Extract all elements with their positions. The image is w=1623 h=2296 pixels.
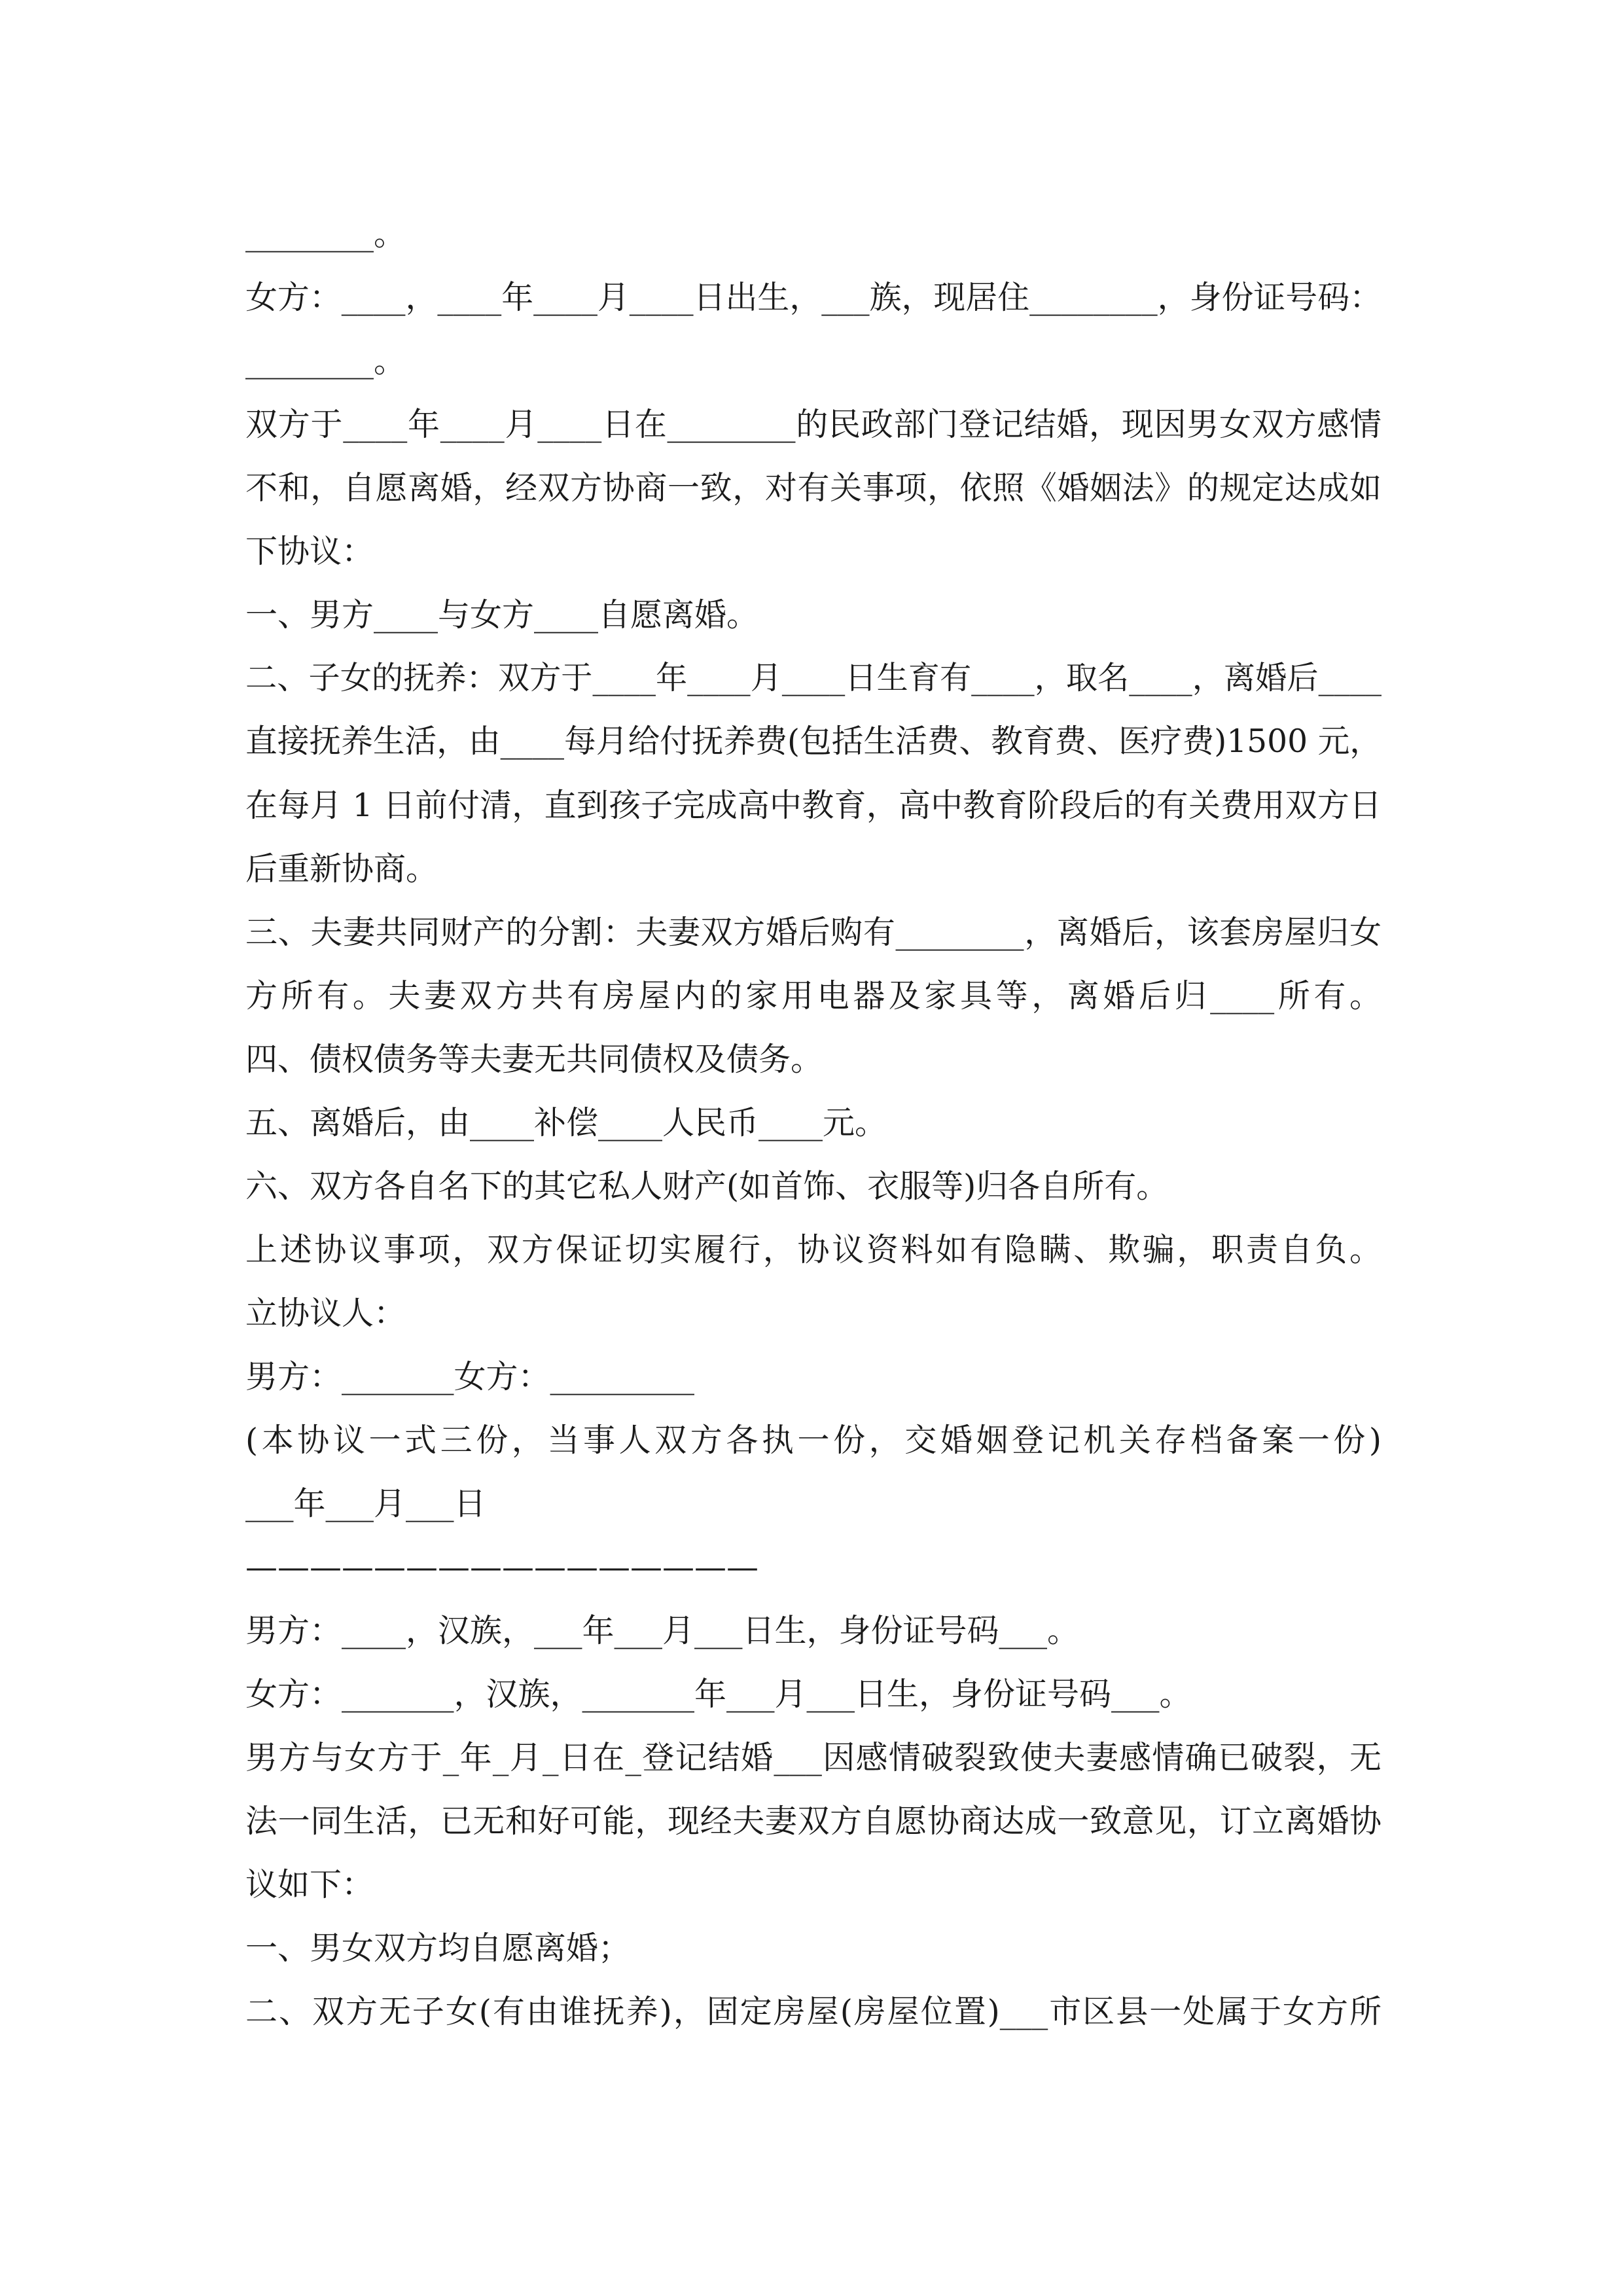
text-line: 上述协议事项，双方保证切实履行，协议资料如有隐瞒、欺骗，职责自负。 (245, 1231, 1382, 1268)
text-line: 后重新协商。 (245, 850, 438, 888)
text-line: 立协议人： (245, 1295, 406, 1332)
text-line: 男方：____，汉族，___年___月___日生，身份证号码___。 (245, 1612, 1080, 1649)
clause-1-b (245, 1916, 1382, 1980)
clause-2-b (245, 1980, 1382, 2043)
text-line: 直接抚养生活，由____每月给付抚养费(包括生活费、教育费、医疗费)1500 元， (245, 723, 1382, 760)
divider-line: ———————————————— (245, 1549, 758, 1586)
text-line: 二、双方无子女(有由谁抚养)，固定房屋(房屋位置)___市区县一处属于女方所 (245, 1993, 1382, 2030)
clause-5-compensation (245, 1091, 1382, 1155)
signature-line (245, 1345, 1382, 1408)
text-line: 在每月 1 日前付清，直到孩子完成高中教育，高中教育阶段后的有关费用双方日 (245, 787, 1382, 824)
text-line: 四、债权债务等夫妻无共同债权及债务。 (245, 1041, 823, 1078)
text-line: 男方与女方于_年_月_日在_登记结婚___因感情破裂致使夫妻感情确已破裂，无 (245, 1739, 1382, 1776)
clause-4-debts (245, 1028, 1382, 1091)
signatories-heading (245, 1282, 1382, 1345)
clause-6-private-property (245, 1155, 1382, 1218)
text-line: 方所有。夫妻双方共有房屋内的家用电器及家具等，离婚后归____所有。 (245, 977, 1382, 1014)
section-divider (245, 1535, 1382, 1599)
copies-note (245, 1408, 1382, 1472)
paragraph-guarantee (245, 1218, 1382, 1282)
document-body (245, 202, 1382, 2043)
paragraph-preamble-2 (245, 1726, 1382, 1916)
clause-1 (245, 583, 1382, 647)
text-line: (本协议一式三份，当事人双方各执一份，交婚姻登记机关存档备案一份) (245, 1422, 1382, 1459)
date-line (245, 1472, 1382, 1535)
text-line: 五、离婚后，由____补偿____人民币____元。 (245, 1104, 887, 1141)
text-line: 议如下： (245, 1866, 374, 1903)
text-line: 二、子女的抚养：双方于____年____月____日生育有____，取名____，离婚后____ (245, 660, 1382, 696)
husband-info (245, 1599, 1382, 1662)
text-line: 女方：_______，汉族，_______年___月___日生，身份证号码___。 (245, 1676, 1192, 1713)
text-line: 男方：_______女方：_________ (245, 1358, 695, 1395)
text-line: ________。 (245, 215, 406, 253)
wife-info (245, 1662, 1382, 1726)
text-line: 不和，自愿离婚，经双方协商一致，对有关事项，依照《婚姻法》的规定达成如 (245, 469, 1382, 507)
text-line: 法一同生活，已无和好可能，现经夫妻双方自愿协商达成一致意见，订立离婚协 (245, 1803, 1382, 1840)
text-line: 双方于____年____月____日在________的民政部门登记结婚，现因男女双方感情 (245, 406, 1382, 443)
clause-2-child-custody (245, 647, 1382, 901)
text-line: 女方：____，____年____月____日出生，___族，现居住________，身份证号码： (245, 279, 1382, 316)
text-line: 一、男方____与女方____自愿离婚。 (245, 596, 759, 634)
clause-3-property (245, 901, 1382, 1028)
paragraph-preamble (245, 393, 1382, 583)
paragraph (245, 202, 1382, 266)
text-line: ___年___月___日 (245, 1485, 486, 1522)
text-line: 一、男女双方均自愿离婚； (245, 1929, 631, 1967)
text-line: 六、双方各自名下的其它私人财产(如首饰、衣服等)归各自所有。 (245, 1168, 1169, 1205)
text-line: ________。 (245, 342, 406, 380)
text-line: 三、夫妻共同财产的分割：夫妻双方婚后购有________，离婚后，该套房屋归女 (245, 914, 1382, 951)
text-line: 下协议： (245, 533, 374, 570)
paragraph-wife-info (245, 266, 1382, 393)
